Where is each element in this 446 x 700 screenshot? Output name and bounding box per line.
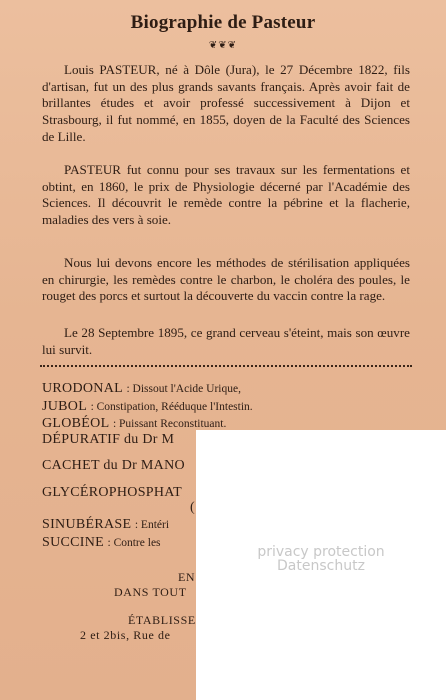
product-name: GLYCÉROPHOSPHAT [42, 485, 183, 500]
product-name: GLOBÉOL [42, 416, 110, 431]
product-description: : Contre les [107, 537, 161, 549]
product-description: : Constipation, Rééduque l'Intestin. [90, 401, 253, 413]
product-description: : Dissout l'Acide Urique, [126, 383, 241, 395]
biography-paragraph-2-text: PASTEUR fut connu pour ses travaux sur les fermentations et obtint, en 1860, le prix de Physiologie décerné par l'Académie des Sciences. Il découvrit le remède contre la pébrine et la flacherie, maladies des vers à soie. [42, 162, 410, 228]
privacy-text-german: Datenschutz [277, 558, 365, 574]
product-description: : Puissant Reconstituant. [112, 418, 227, 430]
product-depuratif [42, 432, 174, 448]
product-description: : Entéri [134, 519, 170, 531]
biography-paragraph-4-text: Le 28 Septembre 1895, ce grand cerveau s'éteint, mais son œuvre lui survit. [42, 325, 410, 357]
product-urodonal [42, 381, 241, 397]
biography-paragraph-3-text: Nous lui devons encore les méthodes de stérilisation appliquées en chirurgie, les remèdes contre le charbon, le choléra des poules, le rouget des porcs et surtout la découverte du vaccin contre la rage. [42, 255, 410, 304]
product-glycerophosphat [42, 485, 182, 501]
product-glycerophosphat-cont [190, 500, 195, 516]
biography-paragraph-1 [42, 62, 410, 146]
footer-line-3: ÉTABLISSE [128, 613, 196, 627]
product-name: URODONAL [42, 381, 123, 396]
privacy-protection-overlay [196, 430, 446, 700]
product-name: SINUBÉRASE [42, 517, 132, 532]
product-name: SUCCINE [42, 535, 104, 550]
footer-line-4: 2 et 2bis, Rue de [80, 628, 171, 642]
biography-paragraph-1-text: Louis PASTEUR, né à Dôle (Jura), le 27 Décembre 1822, fils d'artisan, fut un des plus grands savants français. Après avoir fait de brillantes études et avoir professé successivement à Dijon et Strasbourg, il fut nommé, en 1855, doyen de la Faculté des Sciences de Lille. [42, 62, 410, 144]
biography-paragraph-2 [42, 162, 410, 229]
product-name: DÉPURATIF du Dr M [42, 432, 175, 447]
product-succine [42, 535, 161, 551]
page-title: Biographie de Pasteur [130, 12, 316, 33]
product-name: CACHET du Dr MANO [42, 458, 185, 473]
footer-line-2: DANS TOUT [114, 585, 187, 599]
product-name: ( [190, 500, 195, 515]
dotted-divider [40, 365, 412, 367]
footer-line-1: EN [178, 570, 196, 584]
ornament-divider: ❦❦❦ [208, 40, 238, 51]
product-cachet [42, 458, 185, 474]
product-sinuberase [42, 517, 169, 533]
biography-paragraph-3 [42, 255, 410, 305]
biography-paragraph-4 [42, 325, 410, 358]
product-name: JUBOL [42, 399, 88, 414]
product-jubol [42, 399, 253, 415]
privacy-text: privacy protection [257, 544, 385, 560]
